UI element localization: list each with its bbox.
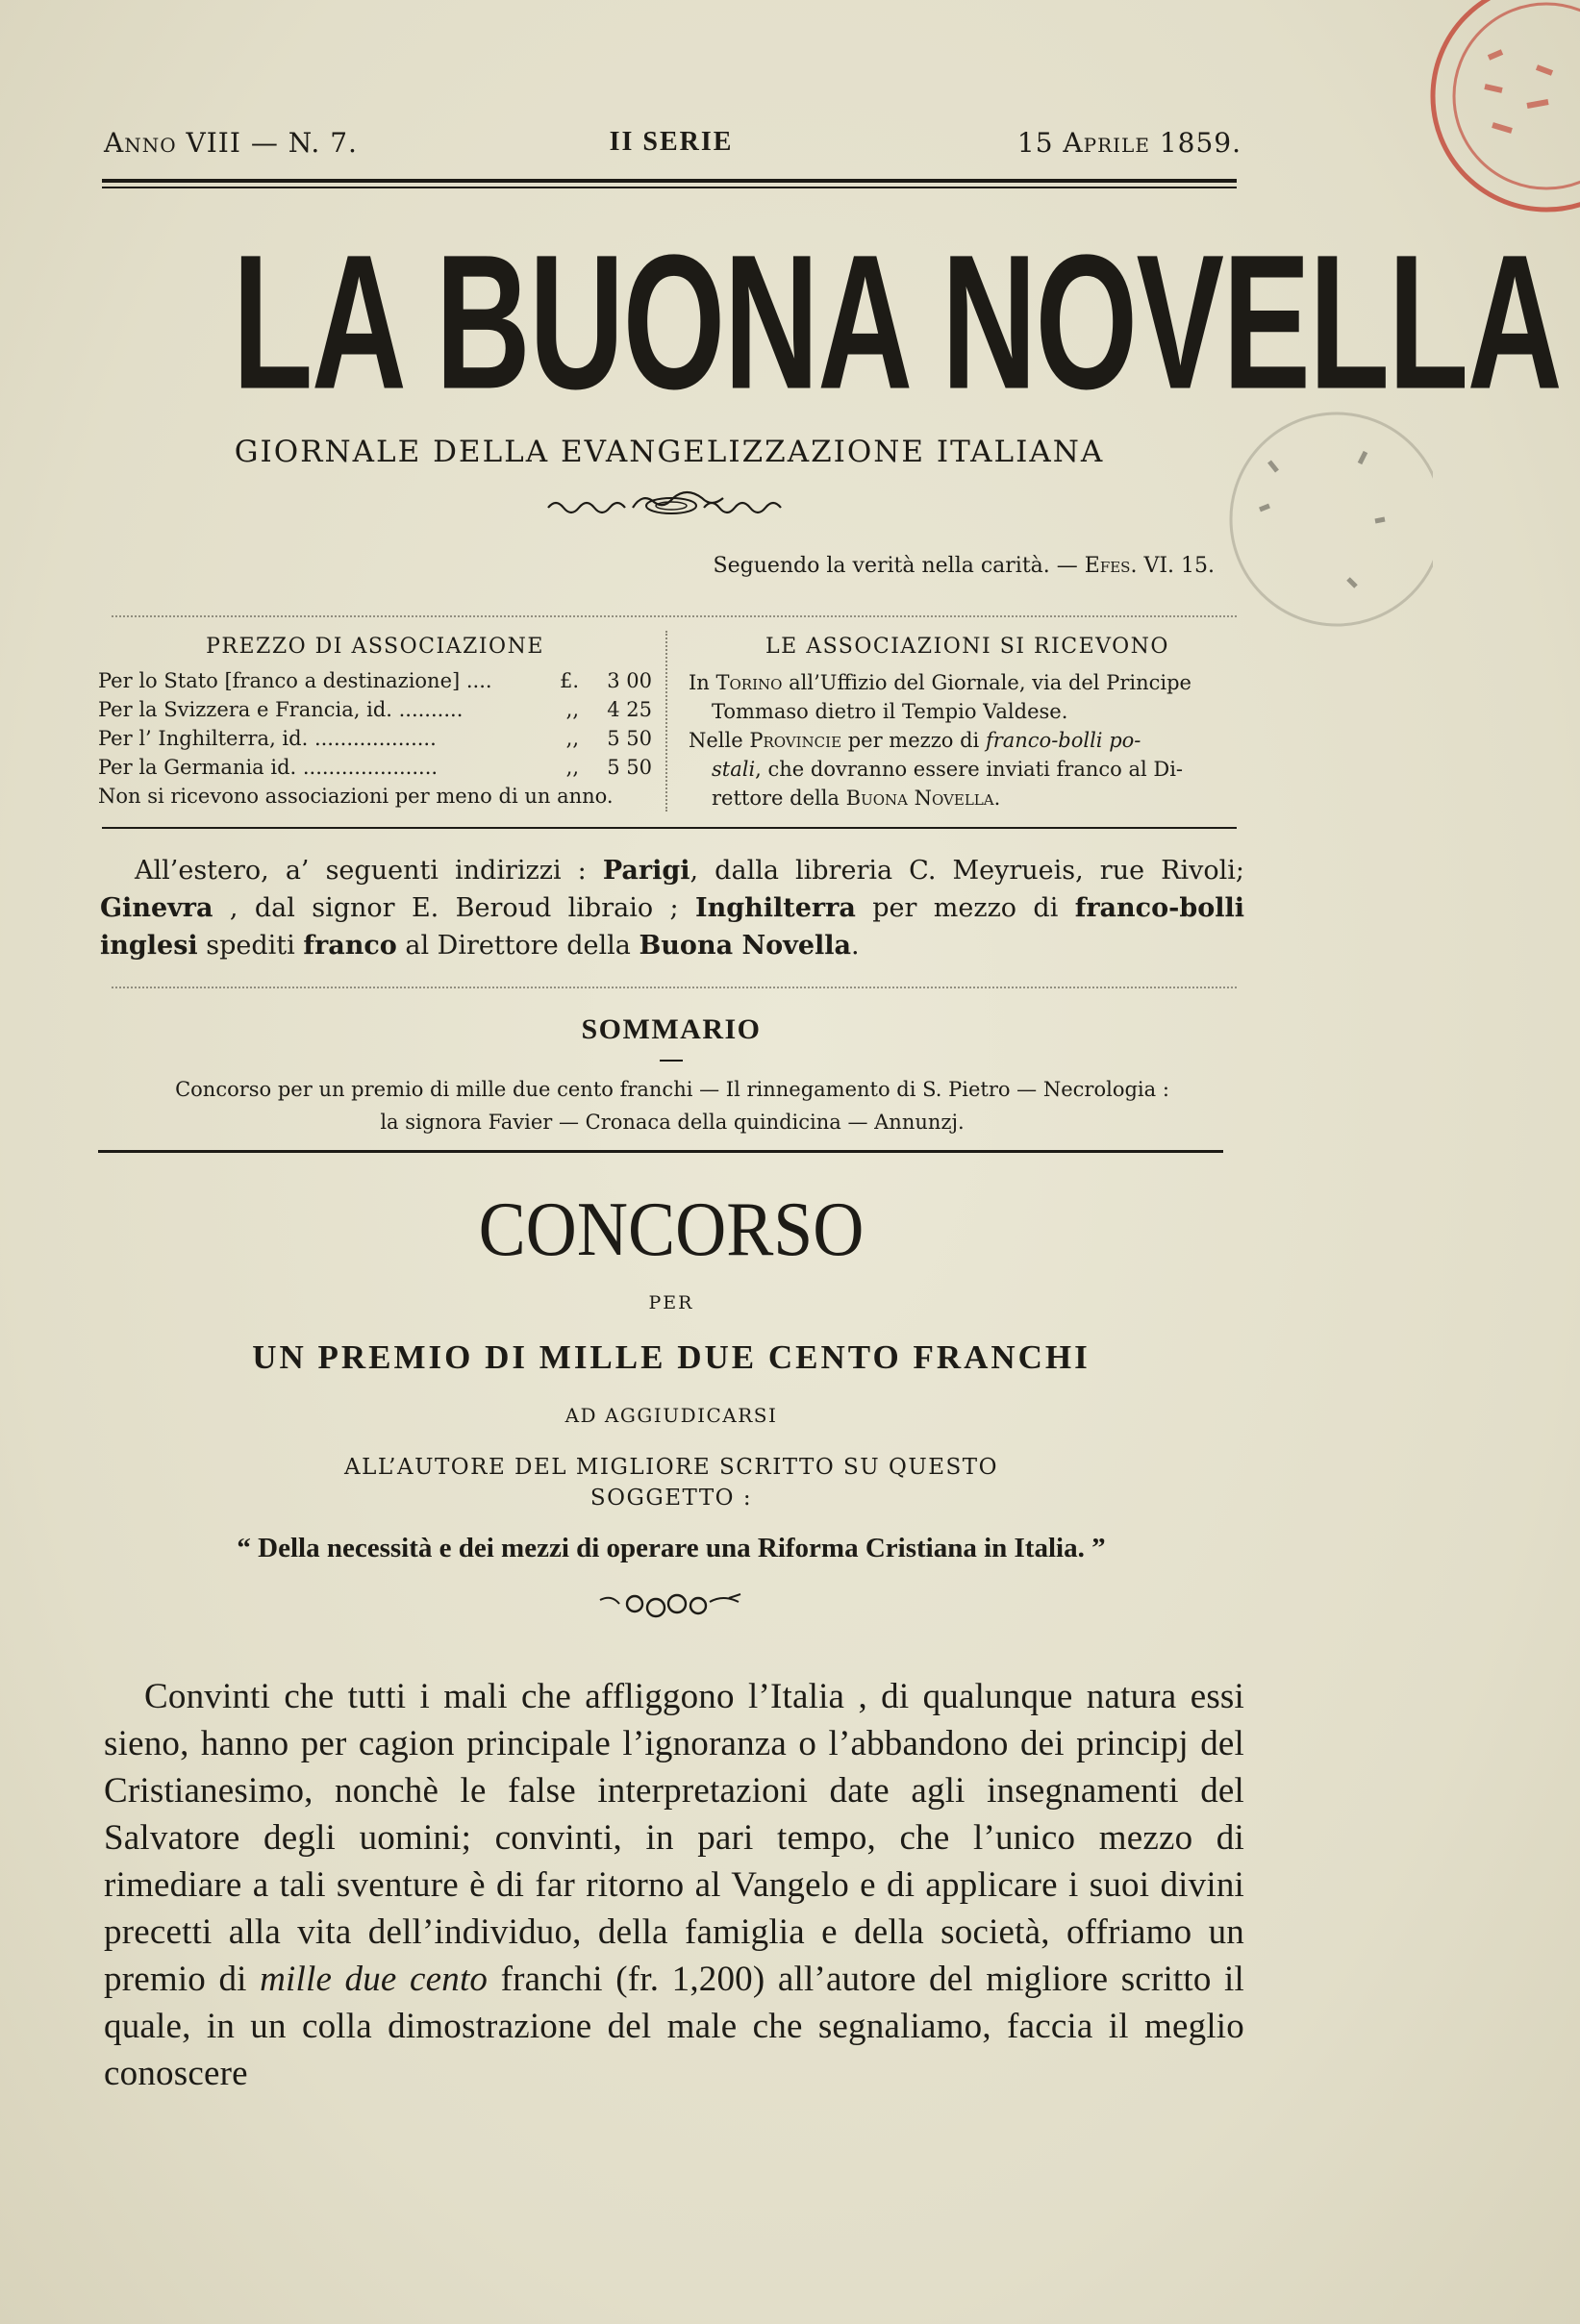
issue-number: Anno VIII — N. 7.: [104, 127, 358, 159]
ricevono-line-4: stali, che dovranno essere inviati franco al Di-: [712, 758, 1184, 781]
concorso-premio: UN PREMIO DI MILLE DUE CENTO FRANCHI: [252, 1338, 1091, 1376]
header-rule-bottom: [102, 187, 1237, 188]
ricevono-text: [689, 668, 1246, 812]
ricevono-line-1: In Torino all’Uffizio del Giornale, via del Principe: [689, 671, 1191, 694]
series-label: II SERIE: [609, 127, 734, 157]
newspaper-page: Anno VIII — N. 7. II SERIE 15 Aprile 1859. LA BUONA NOVELLA GIORNALE DELLA EVANGELIZZAZIONE ITALIANA Seguendo la verità nella carità. — Efes. VI. 15. PREZZO DI ASSOCIAZIONE Per lo Stato [franco a destinazione] .... £. 3 00 Per la Svizzera e Francia, id. .......... ,, 4 25 Per l’ Inghilterra, id. ................... ,, 5 50 Per la Germania id. ..................... ,, 5 50 Non si ricevono associazioni per meno di un anno. LE ASSOCIAZIONI SI RICEVONO In Torino all’Uffizio del Giornale, via del Principe Tommaso dietro il Tempio Valdese. Nelle Provincie per mezzo di franco-bolli po- stali, che dovranno essere inviati franco al Di- rettore della Buona Novella. All’estero, a’ seguenti indirizzi : Parigi, dalla libreria C. Meyrueis, rue Rivoli; Ginevra , dal signor E. Beroud libraio ; Inghilterra per mezzo di franco-bolli inglesi spediti franco al Direttore della Buona Novella. SOMMARIO Concorso per un premio di mille due cento franchi — Il rinnegamento di S. Pietro — Necrologia : la signora Favier — Cronaca della quindicina — Annunzj. CONCORSO PER UN PREMIO DI MILLE DUE CENTO FRANCHI AD AGGIUDICARSI ALL’AUTORE DEL MIGLIORE SCRITTO SU QUESTO SOGGETTO : “ Della necessità e dei mezzi di operare una Riforma Cristiana in Italia. ” Convinti che tutti i mali che affliggono l’Italia , di qualunque natura essi sieno, hanno per cagion principale l’ignoranza o l’abbandono dei principj del Cristianesimo, nonchè le false interpretazioni date agli insegnamenti del Salvatore degli uomini; convinti, in pari tempo, che l’unico mezzo di rimediare a tali sventure è di far ritorno al Vangelo e di applicare i suoi divini precetti alla vita dell’individuo, della famiglia e della società, offriamo un premio di mille due cento franchi (fr. 1,200) all’autore del migliore scritto il quale, in un colla dimostrazione del male che segnaliamo, faccia il meglio conoscere: [0, 0, 1580, 2324]
library-stamp-icon: [1392, 0, 1580, 260]
motto: [714, 554, 1215, 578]
ricevono-line-2: Tommaso dietro il Tempio Valdese.: [712, 700, 1068, 723]
flourish-ornament-icon: [544, 487, 798, 525]
issue-date: 15 Aprile 1859.: [1016, 127, 1241, 159]
wavy-divider-1: [112, 615, 1237, 627]
ricevono-line-3: Nelle Provincie per mezzo di franco-bolli po-: [689, 729, 1141, 752]
motto-text: Seguendo la verità nella carità. —: [713, 554, 1085, 578]
sommario-dash: [660, 1060, 683, 1062]
motto-reference: Efes. VI. 15.: [1084, 554, 1215, 578]
masthead-title: LA BUONA NOVELLA: [232, 214, 1562, 430]
subscription-rule: [102, 827, 1237, 829]
sommario-contents: Concorso per un premio di mille due cento franchi — Il rinnegamento di S. Pietro — Necrologia : la signora Favier — Cronaca della quindicina — Annunzj.: [175, 1078, 1169, 1134]
concorso-title: CONCORSO: [478, 1187, 865, 1272]
ricevono-line-5: rettore della Buona Novella.: [712, 787, 1001, 810]
wavy-divider-2: [112, 987, 1237, 998]
header-rule-top: [102, 179, 1237, 183]
concorso-autore: ALL’AUTORE DEL MIGLIORE SCRITTO SU QUESTO SOGGETTO :: [344, 1455, 998, 1511]
concorso-aggiudicarsi: AD AGGIUDICARSI: [564, 1404, 778, 1427]
ornament-icon: [596, 1588, 750, 1621]
concorso-per: PER: [648, 1292, 694, 1313]
sommario-heading: SOMMARIO: [581, 1013, 762, 1045]
abroad-addresses: All’estero, a’ seguenti indirizzi : Parigi, dalla libreria C. Meyrueis, rue Rivoli; Ginevra , dal signor E. Beroud libraio ; Inghilterra per mezzo di franco-bolli inglesi spediti franco al Direttore della Buona Novella.: [100, 856, 1244, 961]
column-divider: [665, 631, 667, 812]
concorso-body: Convinti che tutti i mali che affliggono l’Italia , di qualunque natura essi sieno, hanno per cagion principale l’ignoranza o l’abbandono dei principj del Cristianesimo, nonchè le false interpretazioni date agli insegnamenti del Salvatore degli uomini; convinti, in pari tempo, che l’unico mezzo di rimediare a tali sventure è di far ritorno al Vangelo e di applicare i suoi divini precetti alla vita dell’individuo, della famiglia e della società, offriamo un premio di mille due cento franchi (fr. 1,200) all’autore del migliore scritto il quale, in un colla dimostrazione del male che segnaliamo, faccia il meglio conoscere: [104, 1677, 1244, 2093]
subtitle: GIORNALE DELLA EVANGELIZZAZIONE ITALIANA: [234, 435, 1105, 469]
ricevono-heading: LE ASSOCIAZIONI SI RICEVONO: [765, 635, 1169, 659]
concorso-subject-quote: “ Della necessità e dei mezzi di operare una Riforma Cristiana in Italia. ”: [237, 1533, 1106, 1563]
prezzo-heading: PREZZO DI ASSOCIAZIONE: [206, 635, 544, 659]
sommario-rule: [98, 1150, 1223, 1153]
faded-stamp-icon: [1192, 394, 1433, 635]
